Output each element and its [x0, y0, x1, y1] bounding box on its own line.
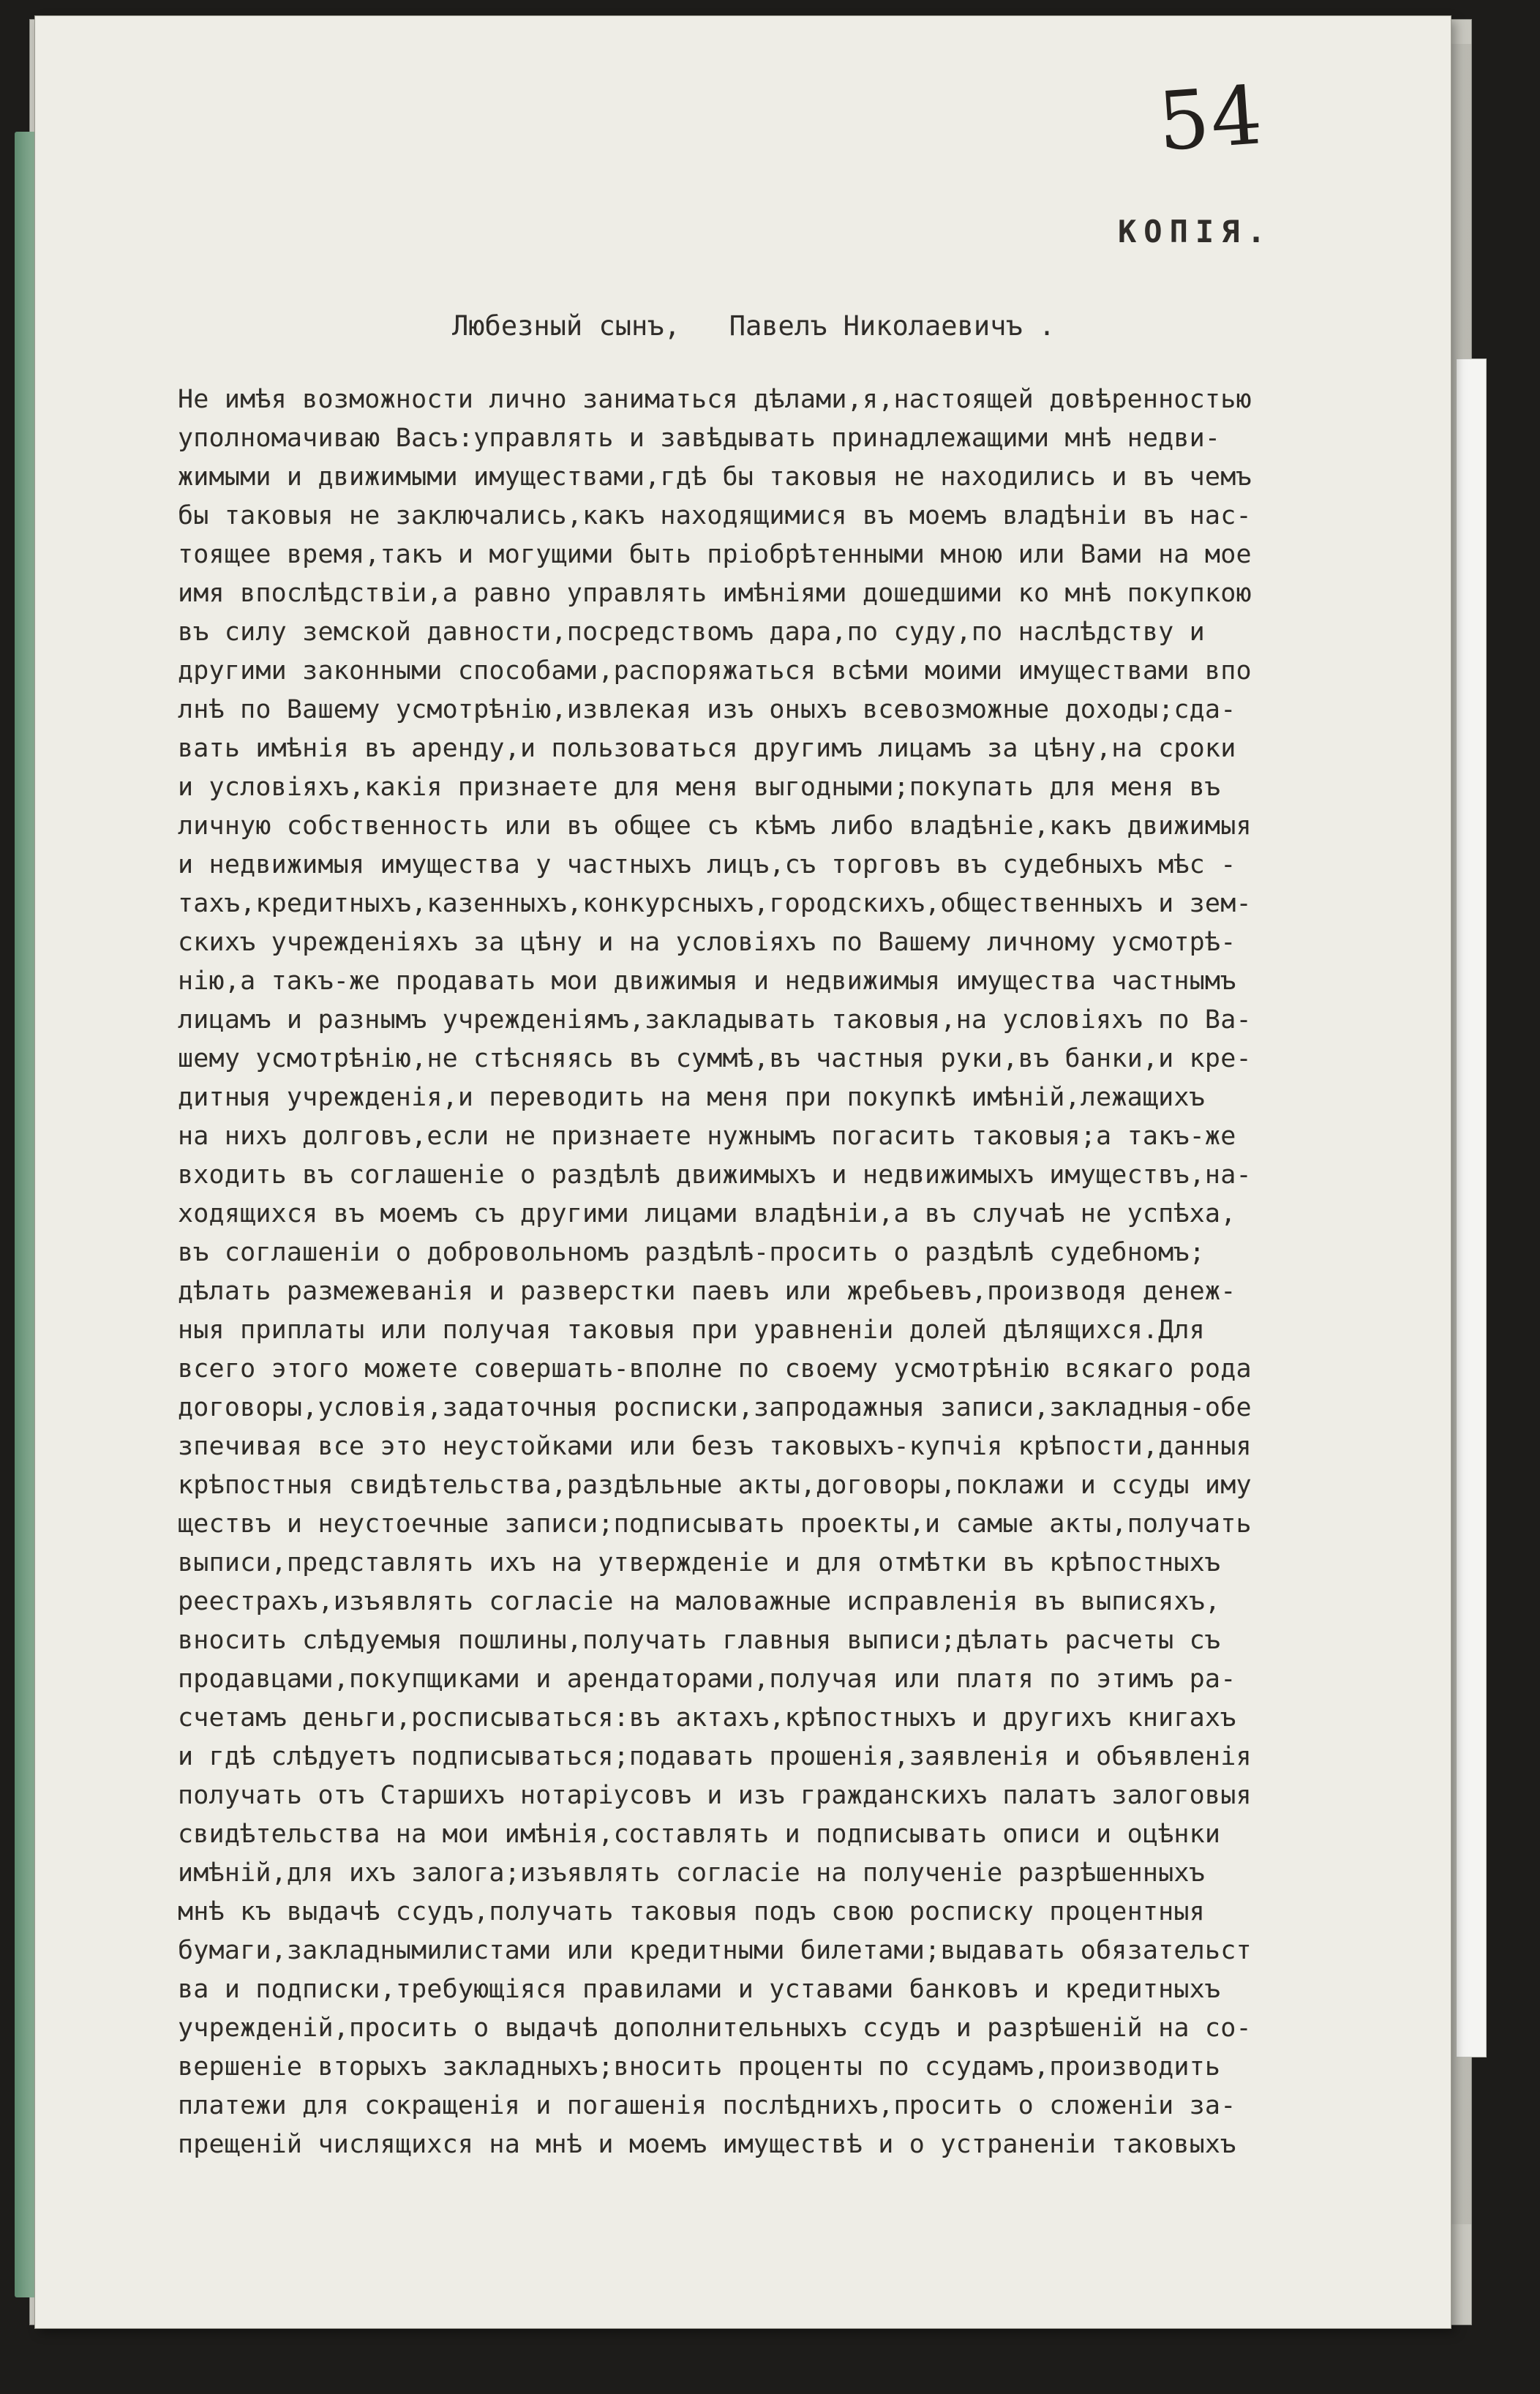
text-line: крѣпостныя свидѣтельства,раздѣльные акты,договоры,поклажи и ссуды иму	[178, 1471, 1252, 1500]
text-line: въ силу земской давности,посредствомъ дара,по суду,по наслѣдству и	[178, 618, 1205, 647]
text-line: получать отъ Старшихъ нотаріусовъ и изъ гражданскихъ палатъ залоговыя	[178, 1781, 1252, 1810]
text-line: имя впослѣдствіи,а равно управлять имѣніями дошедшими ко мнѣ покупкою	[178, 579, 1252, 608]
text-line: уполномачиваю Васъ:управлять и завѣдывать принадлежащими мнѣ недви-	[178, 424, 1221, 453]
text-line: вершеніе вторыхъ закладныхъ;вносить проценты по ссудамъ,производить	[178, 2052, 1221, 2082]
text-line: выписи,представлять ихъ на утвержденіе и для отмѣтки въ крѣпостныхъ	[178, 1548, 1221, 1577]
text-line: жимыми и движимыми имуществами,гдѣ бы таковыя не находились и въ чемъ	[178, 462, 1252, 492]
text-line: реестрахъ,изъявлять согласіе на маловажные исправленія въ выписяхъ,	[178, 1587, 1221, 1616]
text-line: ходящихся въ моемъ съ другими лицами владѣніи,а въ случаѣ не успѣха,	[178, 1199, 1236, 1228]
text-line: и недвижимыя имущества у частныхъ лицъ,съ торговъ въ судебныхъ мѣс -	[178, 850, 1236, 879]
text-line: мнѣ къ выдачѣ ссудъ,получать таковыя подъ свою росписку процентныя	[178, 1897, 1205, 1926]
green-folder-edge	[15, 132, 37, 2297]
text-line: вносить слѣдуемыя пошлины,получать главныя выписи;дѣлать расчеты съ	[178, 1626, 1221, 1655]
text-line: ва и подписки,требующіяся правилами и уставами банковъ и кредитныхъ	[178, 1975, 1221, 2004]
text-line: всего этого можете совершать-вполне по своему усмотрѣнію всякаго рода	[178, 1354, 1252, 1384]
text-line: и гдѣ слѣдуетъ подписываться;подавать прошенія,заявленія и объявленія	[178, 1742, 1252, 1771]
text-line: тахъ,кредитныхъ,казенныхъ,конкурсныхъ,городскихъ,общественныхъ и зем-	[178, 889, 1252, 918]
text-line: лицамъ и разнымъ учрежденіямъ,закладывать таковыя,на условіяхъ по Ва-	[178, 1005, 1252, 1035]
text-line: личную собственность или въ общее съ кѣмъ либо владѣніе,какъ движимыя	[178, 811, 1252, 841]
text-line: счетамъ деньги,росписываться:въ актахъ,крѣпостныхъ и другихъ книгахъ	[178, 1703, 1236, 1733]
text-line: бумаги,закладнымилистами или кредитными билетами;выдавать обязательст	[178, 1936, 1252, 1965]
salutation: Любезный сынъ, Павелъ Николаевичъ .	[452, 310, 1056, 342]
text-line: скихъ учрежденіяхъ за цѣну и на условіяхъ по Вашему личному усмотрѣ-	[178, 928, 1236, 957]
document-page	[35, 16, 1451, 2328]
text-line: тоящее время,такъ и могущими быть пріобрѣтенными мною или Вами на мое	[178, 540, 1252, 569]
text-line: дитныя учрежденія,и переводить на меня при покупкѣ имѣній,лежащихъ	[178, 1083, 1205, 1112]
document-heading: КОПІЯ.	[1118, 214, 1273, 249]
text-line: вать имѣнія въ аренду,и пользоваться другимъ лицамъ за цѣну,на сроки	[178, 734, 1236, 763]
text-line: прещеній числящихся на мнѣ и моемъ имуществѣ и о устраненіи таковыхъ	[178, 2130, 1236, 2159]
text-line: зпечивая все это неустойками или безъ таковыхъ-купчія крѣпости,данныя	[178, 1432, 1252, 1461]
text-line: Не имѣя возможности лично заниматься дѣлами,я,настоящей довѣренностью	[178, 385, 1252, 414]
text-line: учрежденій,просить о выдачѣ дополнительныхъ ссудъ и разрѣшеній на со-	[178, 2014, 1252, 2043]
text-line: бы таковыя не заключались,какъ находящимися въ моемъ владѣніи въ нас-	[178, 501, 1252, 530]
text-line: ществъ и неустоечные записи;подписывать проекты,и самые акты,получать	[178, 1509, 1252, 1539]
text-line: ныя приплаты или получая таковыя при уравненіи долей дѣлящихся.Для	[178, 1316, 1205, 1345]
text-line: на нихъ долговъ,если не признаете нужнымъ погасить таковыя;а такъ-же	[178, 1122, 1236, 1151]
text-line: входить въ соглашеніе о раздѣлѣ движимыхъ и недвижимыхъ имуществъ,на-	[178, 1160, 1252, 1190]
text-line: платежи для сокращенія и погашенія послѣднихъ,просить о сложеніи за-	[178, 2091, 1236, 2120]
text-line: другими законными способами,распоряжаться всѣми моими имуществами впо	[178, 656, 1252, 686]
handwritten-folio-number: 54	[1154, 68, 1267, 169]
text-line: въ соглашеніи о добровольномъ раздѣлѣ-просить о раздѣлѣ судебномъ;	[178, 1238, 1205, 1267]
text-line: дѣлать размежеванія и разверстки паевъ или жребьевъ,производя денеж-	[178, 1277, 1236, 1306]
text-line: и условіяхъ,какія признаете для меня выгодными;покупать для меня въ	[178, 773, 1221, 802]
text-line: лнѣ по Вашему усмотрѣнію,извлекая изъ оныхъ всевозможные доходы;сда-	[178, 695, 1236, 724]
text-line: свидѣтельства на мои имѣнія,составлять и подписывать описи и оцѣнки	[178, 1820, 1221, 1849]
text-line: шему усмотрѣнію,не стѣсняясь въ суммѣ,въ частныя руки,въ банки,и кре-	[178, 1044, 1252, 1073]
text-line: имѣній,для ихъ залога;изъявлять согласіе на полученіе разрѣшенныхъ	[178, 1858, 1205, 1888]
text-line: нію,а такъ-же продавать мои движимыя и недвижимыя имущества частнымъ	[178, 967, 1236, 996]
text-line: продавцами,покупщиками и арендаторами,получая или платя по этимъ ра-	[178, 1665, 1236, 1694]
document-body	[178, 380, 1480, 2164]
text-line: договоры,условія,задаточныя росписки,запродажныя записи,закладныя-обе	[178, 1393, 1252, 1422]
